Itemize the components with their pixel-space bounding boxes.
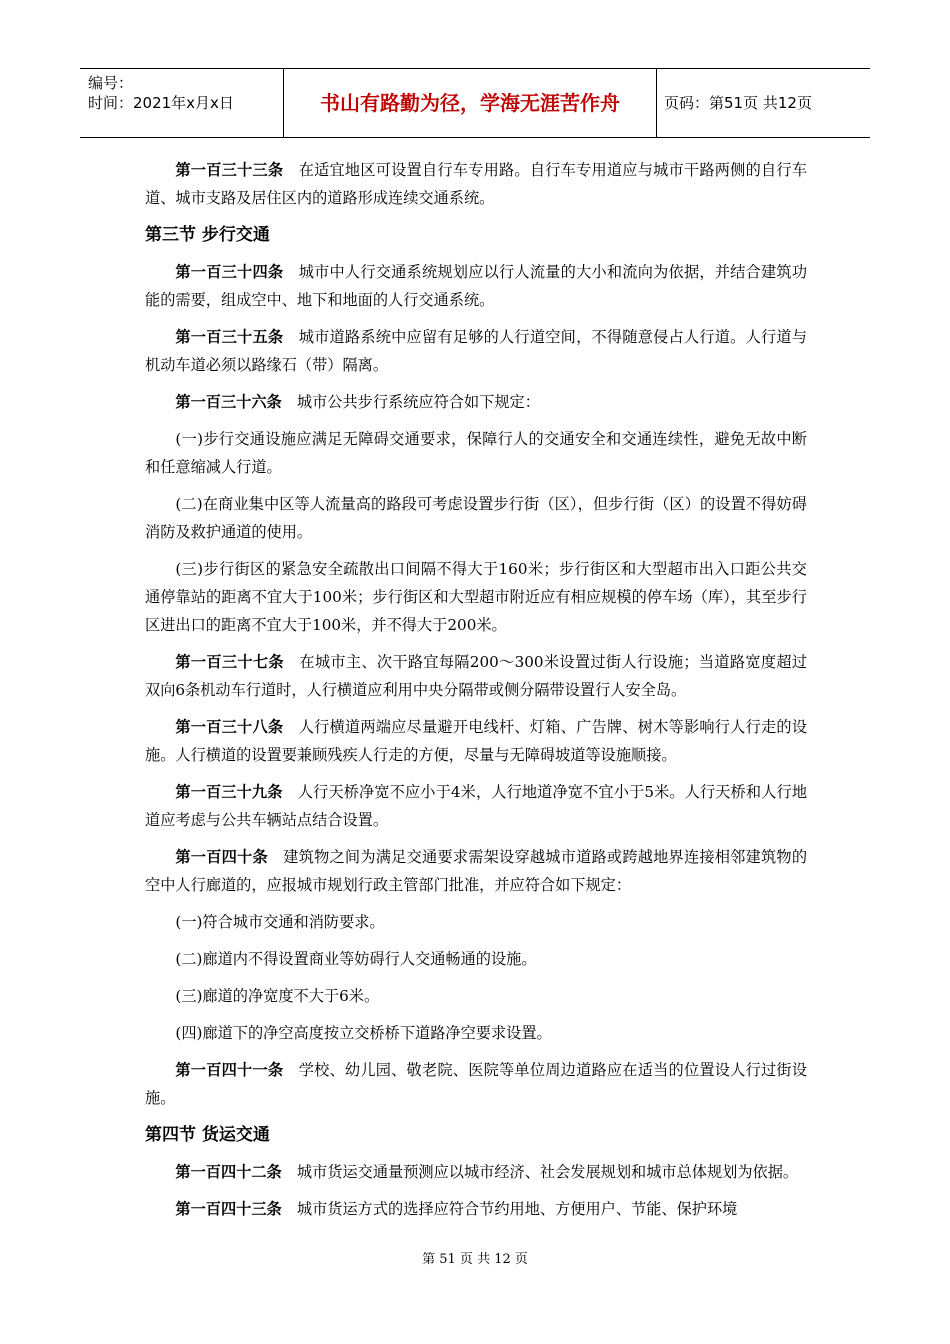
paragraph-text: 在城市主、次干路宜每隔200～300米设置过街人行设施；当道路宽度超过双向6条机动车行道时，人行横道应利用中央分隔带或侧分隔带设置行人安全岛。: [145, 653, 808, 699]
article-paragraph: [145, 713, 807, 769]
article-number: 第一百四十一条: [175, 1061, 284, 1079]
paragraph-text: (三)廊道的净宽度不大于6米。: [175, 987, 380, 1005]
article-number: 第一百三十四条: [175, 263, 284, 281]
paragraph-text: 人行天桥净宽不应小于4米，人行地道净宽不宜小于5米。人行天桥和人行地道应考虑与公共车辆站点结合设置。: [145, 783, 808, 829]
number-label: 编号：: [88, 74, 134, 92]
paragraph-text: (四)廊道下的净空高度按立交桥桥下道路净空要求设置。: [175, 1024, 552, 1042]
article-paragraph: [145, 778, 807, 834]
article-paragraph: [145, 323, 807, 379]
paragraph-text: 城市道路系统中应留有足够的人行道空间，不得随意侵占人行道。人行道与机动车道必须以路缘石（带）隔离。: [145, 328, 808, 374]
article-paragraph: [145, 648, 807, 704]
article-paragraph: [145, 258, 807, 314]
clause-paragraph: [145, 555, 807, 639]
article-paragraph: [145, 843, 807, 899]
time-label: 时间：2021年x月x日: [88, 94, 234, 112]
paragraph-text: (三)步行街区的紧急安全疏散出口间隔不得大于160米；步行街区和大型超市出入口距公共交通停靠站的距离不宜大于100米；步行街区和大型超市附近应有相应规模的停车场（库），其至步行区进出口的距离不宜大于100米，并不得大于200米。: [145, 560, 807, 634]
clause-paragraph: [145, 908, 807, 936]
article-number: 第一百三十九条: [175, 783, 283, 801]
paragraph-text: 学校、幼儿园、敬老院、医院等单位周边道路应在适当的位置设人行过街设施。: [145, 1061, 808, 1107]
paragraph-text: 城市货运交通量预测应以城市经济、社会发展规划和城市总体规划为依据。: [296, 1163, 799, 1181]
header-meta-cell: [80, 69, 284, 137]
page-header: [80, 68, 870, 138]
article-number: 第一百四十三条: [175, 1200, 282, 1218]
clause-paragraph: [145, 1019, 807, 1047]
article-number: 第一百四十二条: [175, 1163, 282, 1181]
header-motto: 书山有路勤为径，学海无涯苦作舟: [284, 69, 657, 137]
paragraph-text: 建筑物之间为满足交通要求需架设穿越城市道路或跨越地界连接相邻建筑物的空中人行廊道的，应报城市规划行政主管部门批准，并应符合如下规定：: [145, 848, 808, 894]
paragraph-text: (二)在商业集中区等人流量高的路段可考虑设置步行街（区），但步行街（区）的设置不得妨碍消防及救护通道的使用。: [145, 495, 807, 541]
paragraph-text: 城市中人行交通系统规划应以行人流量的大小和流向为依据，并结合建筑功能的需要，组成空中、地下和地面的人行交通系统。: [145, 263, 808, 309]
clause-paragraph: [145, 945, 807, 973]
paragraph-text: (二)廊道内不得设置商业等妨碍行人交通畅通的设施。: [175, 950, 537, 968]
article-paragraph: [145, 156, 807, 212]
article-paragraph: [145, 388, 807, 416]
header-page-info: 页码：第51页 共12页: [664, 94, 812, 112]
paragraph-text: (一)符合城市交通和消防要求。: [175, 913, 385, 931]
paragraph-text: 城市货运方式的选择应符合节约用地、方便用户、节能、保护环境: [296, 1200, 738, 1218]
article-number: 第一百四十条: [175, 848, 268, 866]
document-body: [145, 156, 807, 1232]
clause-paragraph: [145, 490, 807, 546]
article-number: 第一百三十三条: [175, 161, 284, 179]
clause-paragraph: [145, 425, 807, 481]
paragraph-text: (一)步行交通设施应满足无障碍交通要求，保障行人的交通安全和交通连续性，避免无故中断和任意缩减人行道。: [145, 430, 807, 476]
article-paragraph: [145, 1158, 807, 1186]
section-heading: 第四节 货运交通: [145, 1125, 270, 1145]
article-paragraph: [145, 1056, 807, 1112]
article-paragraph: [145, 1195, 807, 1223]
paragraph-text: 城市公共步行系统应符合如下规定：: [296, 393, 540, 411]
article-number: 第一百三十六条: [175, 393, 282, 411]
page-footer: 第 51 页 共 12 页: [422, 1252, 528, 1267]
clause-paragraph: [145, 982, 807, 1010]
article-number: 第一百三十七条: [175, 653, 284, 671]
paragraph-text: 人行横道两端应尽量避开电线杆、灯箱、广告牌、树木等影响行人行走的设施。人行横道的设置要兼顾残疾人行走的方便，尽量与无障碍坡道等设施顺接。: [145, 718, 808, 764]
article-number: 第一百三十五条: [175, 328, 284, 346]
paragraph-text: 在适宜地区可设置自行车专用路。自行车专用道应与城市干路两侧的自行车道、城市支路及居住区内的道路形成连续交通系统。: [145, 161, 808, 207]
article-number: 第一百三十八条: [175, 718, 284, 736]
section-heading: 第三节 步行交通: [145, 225, 270, 245]
